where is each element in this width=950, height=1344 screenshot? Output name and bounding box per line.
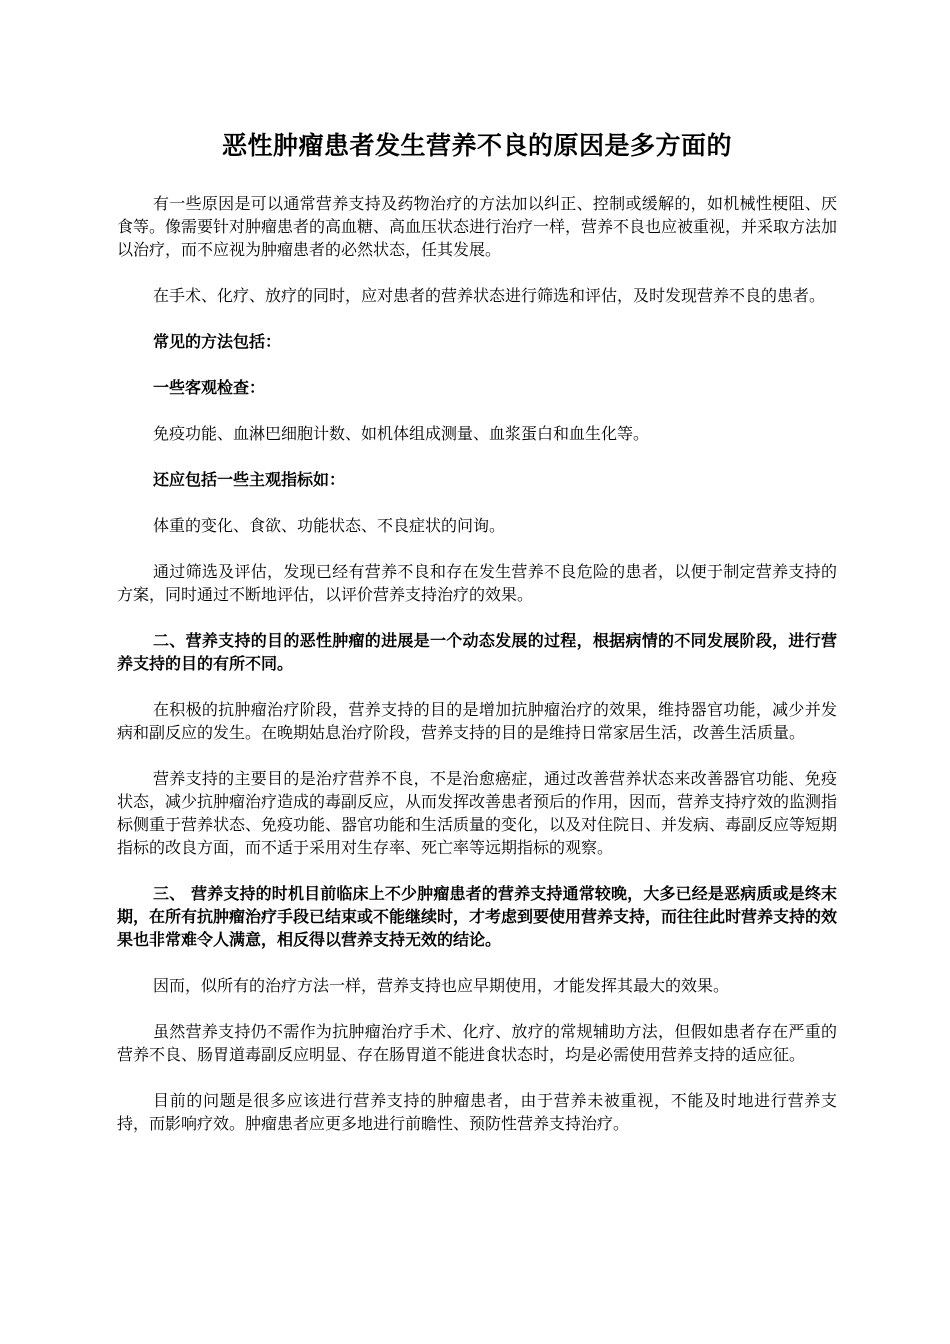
section-heading-purpose: 二、营养支持的目的恶性肿瘤的进展是一个动态发展的过程，根据病情的不同发展阶段，进行营养支持的目的有所不同。 (117, 631, 837, 673)
paragraph-objective-tests: 免疫功能、血淋巴细胞计数、如机体组成测量、血浆蛋白和血生化等。 (153, 424, 650, 443)
subheading-objective-tests: 一些客观检查： (153, 378, 266, 397)
section-heading-methods: 常见的方法包括： (153, 332, 282, 351)
paragraph-subjective-indicators: 体重的变化、食欲、功能状态、不良症状的问询。 (153, 516, 506, 535)
paragraph-1: 有一些原因是可以通常营养支持及药物治疗的方法加以纠正、控制或缓解的，如机械性梗阻、厌食等。像需要针对肿瘤患者的高血糖、高血压状态进行治疗一样，营养不良也应被重视，并采取方法加以治疗，而不应视为肿瘤患者的必然状态，任其发展。 (117, 194, 838, 259)
document-title: 恶性肿瘤患者发生营养不良的原因是多方面的 (221, 131, 732, 160)
paragraph-current-problem: 目前的问题是很多应该进行营养支持的肿瘤患者，由于营养未被重视，不能及时地进行营养支持，而影响疗效。肿瘤患者应更多地进行前瞻性、预防性营养支持治疗。 (117, 1091, 837, 1133)
paragraph-purpose-stages: 在积极的抗肿瘤治疗阶段，营养支持的目的是增加抗肿瘤治疗的效果，维持器官功能，减少并发病和副反应的发生。在晚期姑息治疗阶段，营养支持的目的是维持日常家居生活，改善生活质量。 (117, 700, 837, 742)
document-page (117, 128, 837, 1158)
document-body (117, 192, 837, 1135)
paragraph-screening: 通过筛选及评估，发现已经有营养不良和存在发生营养不良危险的患者，以便于制定营养支持的方案，同时通过不断地评估，以评价营养支持治疗的效果。 (117, 562, 837, 604)
paragraph-main-purpose: 营养支持的主要目的是治疗营养不良，不是治愈癌症，通过改善营养状态来改善器官功能、免疫状态，减少抗肿瘤治疗造成的毒副反应，从而发挥改善患者预后的作用，因而，营养支持疗效的监测指标侧重于营养状态、免疫功能、器官功能和生活质量的变化，以及对住院日、并发病、毒副反应等短期指标的改良方面，而不适于采用对生存率、死亡率等远期指标的观察。 (117, 769, 838, 857)
subheading-subjective-indicators: 还应包括一些主观指标如： (153, 470, 346, 489)
section-heading-timing: 三、 营养支持的时机目前临床上不少肿瘤患者的营养支持通常较晚，大多已经是恶病质或是终末期，在所有抗肿瘤治疗手段已结束或不能继续时，才考虑到要使用营养支持，而往往此时营养支持的效果也非常难令人满意，相反得以营养支持无效的结论。 (117, 884, 838, 949)
paragraph-early-use: 因而，似所有的治疗方法一样，营养支持也应早期使用，才能发挥其最大的效果。 (153, 976, 730, 995)
paragraph-indications: 虽然营养支持仍不需作为抗肿瘤治疗手术、化疗、放疗的常规辅助方法，但假如患者存在严重的营养不良、肠胃道毒副反应明显、存在肠胃道不能进食状态时，均是必需使用营养支持的适应征。 (117, 1022, 837, 1064)
paragraph-2: 在手术、化疗、放疗的同时，应对患者的营养状态进行筛选和评估，及时发现营养不良的患者。 (153, 286, 826, 305)
